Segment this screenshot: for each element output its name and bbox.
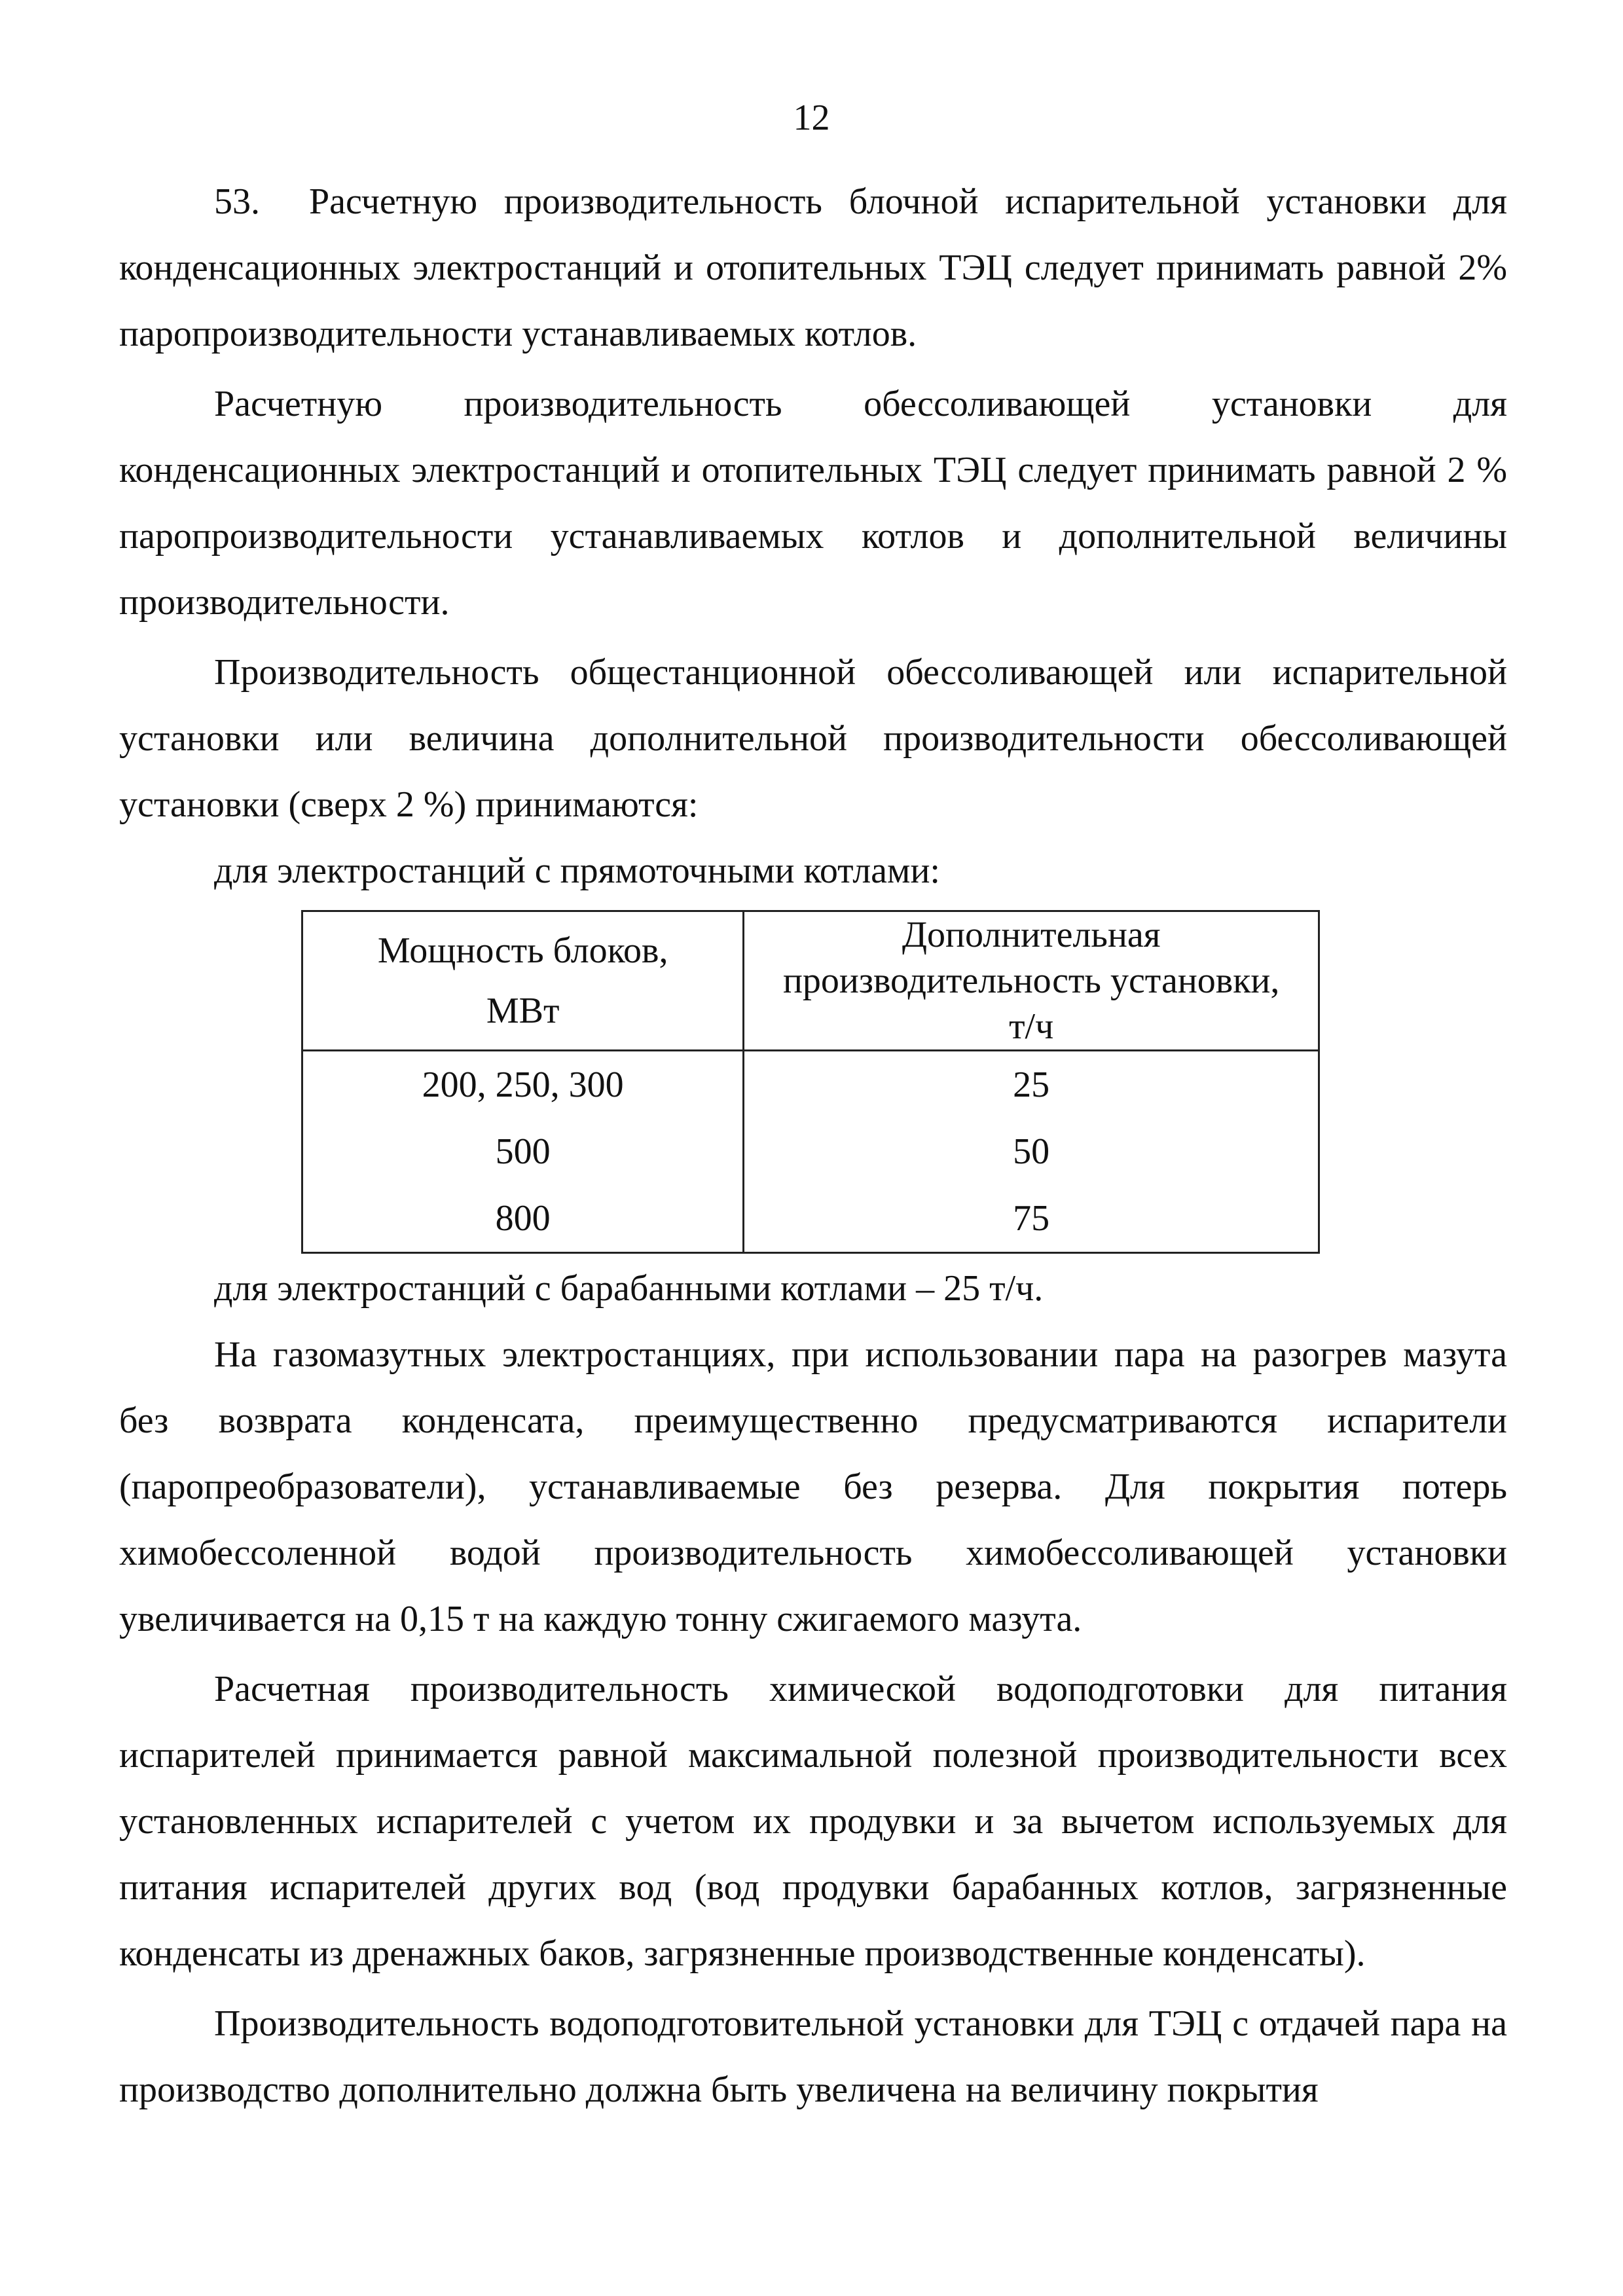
table-header-capacity — [744, 911, 1319, 1051]
paragraph-6: На газомазутных электростанциях, при использовании пара на разогрев мазута без возврата конденсата, преимущественно предусматриваются испарители (паропреобразователи), устанавливаемые без резерва. Для покрытия потерь химобессоленной водой производительность химобессоливающей установки увеличивается на 0,15 т на каждую тонну сжигаемого мазута. — [119, 1334, 1507, 1639]
paragraph-8: Производительность водоподготовительной установки для ТЭЦ с отдачей пара на производство дополнительно должна быть увеличена на величину покрытия — [119, 2003, 1507, 2110]
table-row — [302, 1185, 1319, 1253]
capacity-table — [301, 910, 1320, 1254]
table-row — [302, 1051, 1319, 1119]
paragraph-5: для электростанций с барабанными котлами – 25 т/ч. — [214, 1268, 1044, 1309]
table-cell-capacity: 75 — [744, 1185, 1319, 1253]
paragraph-53-text: Расчетную производительность блочной испарительной установки для конденсационных электростанций и отопительных ТЭЦ следует принимать равной 2% паропроизводительности устанавливаемых котлов. — [119, 181, 1507, 354]
header-power-line2: МВт — [486, 991, 560, 1031]
table-cell-power: 500 — [302, 1118, 744, 1185]
paragraph-7: Расчетная производительность химической водоподготовки для питания испарителей принимается равной максимальной полезной производительности всех установленных испарителей с учетом их продувки и за вычетом используемых для питания испарителей других вод (вод продувки барабанных котлов, загрязненные конденсаты из дренажных баков, загрязненные производственные конденсаты). — [119, 1669, 1507, 1974]
table-cell-capacity: 25 — [744, 1051, 1319, 1119]
paragraph-2-first-line: Расчетную производительность обессоливающей установки для — [214, 384, 1507, 424]
table-cell-power: 200, 250, 300 — [302, 1051, 744, 1119]
body-text-lower — [119, 1256, 1507, 2123]
table-row — [302, 1118, 1319, 1185]
paragraph-4: для электростанций с прямоточными котлами: — [214, 850, 940, 891]
paragraph-number: 53. — [214, 181, 260, 222]
paragraph-3: Производительность общестанционной обессоливающей или испарительной установки или величина дополнительной производительности обессоливающей установки (сверх 2 %) принимаются: — [119, 652, 1507, 825]
body-text-upper — [119, 169, 1507, 904]
header-capacity-line2: производительность установки, — [782, 960, 1280, 1001]
header-power-line1: Мощность блоков, — [377, 930, 668, 971]
page-number: 12 — [793, 98, 830, 138]
table-header-row — [302, 911, 1319, 1051]
paragraph-53 — [119, 169, 1507, 367]
header-capacity-line1: Дополнительная — [902, 915, 1161, 955]
paragraph-2-rest: конденсационных электростанций и отопительных ТЭЦ следует принимать равной 2 % паропроизводительности устанавливаемых котлов и дополнительной величины производительности. — [119, 450, 1507, 623]
table-cell-power: 800 — [302, 1185, 744, 1253]
header-capacity-line3: т/ч — [1009, 1006, 1054, 1047]
table-cell-capacity: 50 — [744, 1118, 1319, 1185]
table-header-power — [302, 911, 744, 1051]
